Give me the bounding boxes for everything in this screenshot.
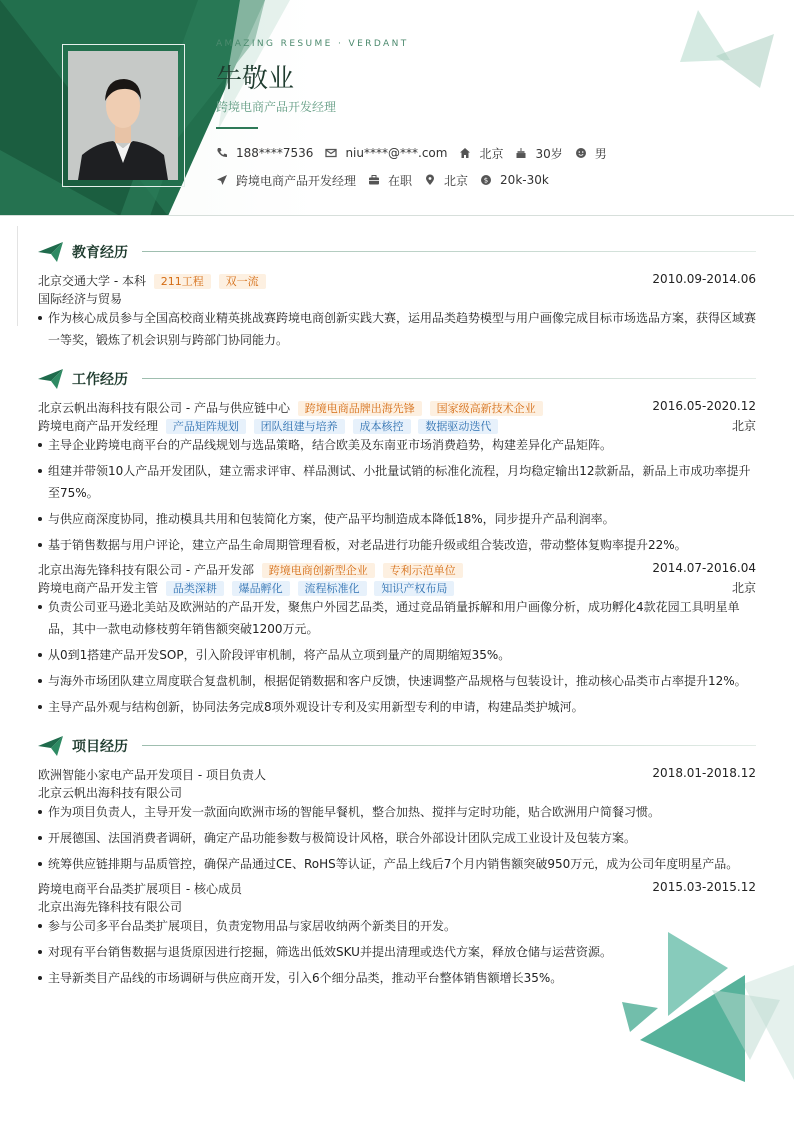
email-text: niu****@***.com: [345, 146, 448, 160]
gender-icon: [575, 147, 587, 159]
job-company-row: [38, 561, 756, 578]
job-bullet: 主导企业跨境电商平台的产品线规划与选品策略，结合欧美及东南亚市场消费趋势，构建差异化产品矩阵。: [38, 434, 760, 456]
job-date: 2014.07-2016.04: [652, 561, 756, 575]
city-item: [459, 145, 503, 162]
name-underline: [216, 127, 258, 129]
skill-tag: 爆品孵化: [232, 581, 290, 596]
company-tag: 跨境电商创新型企业: [262, 563, 375, 578]
job-bullet: 与供应商深度协同，推动模具共用和包装简化方案，使产品平均制造成本降低18%，同步提升产品利润率。: [38, 508, 760, 530]
money-icon: [480, 174, 492, 186]
section-divider: [142, 251, 756, 252]
project-company: 北京云帆出海科技有限公司: [38, 786, 183, 800]
svg-text:$: $: [483, 176, 489, 185]
header-divider: [0, 215, 794, 216]
job-bullet: 负责公司亚马逊北美站及欧洲站的产品开发，聚焦户外园艺品类，通过竞品销量拆解和用户画像分析，成功孵化4款花园工具明星单品，其中一款电动修枝剪年销售额突破1200万元。: [38, 596, 760, 640]
intent-city-item: [424, 172, 468, 189]
work-title: 工作经历: [72, 372, 128, 388]
project-name: 欧洲智能小家电产品开发项目 - 项目负责人: [38, 768, 266, 782]
project-company: 北京出海先锋科技有限公司: [38, 900, 183, 914]
project-name: 跨境电商平台品类扩展项目 - 核心成员: [38, 882, 242, 896]
job-position-row: [38, 417, 756, 434]
status-text: 在职: [388, 173, 413, 188]
company-tag: 跨境电商品牌出海先锋: [298, 401, 422, 416]
header-subtitle: AMAZING RESUME · VERDANT: [216, 39, 409, 49]
skill-tag: 知识产权布局: [374, 581, 454, 596]
left-margin-line: [17, 226, 18, 326]
section-icon: [38, 242, 64, 262]
project-bullet: 参与公司多平台品类扩展项目，负责宠物用品与家居收纳两个新类目的开发。: [38, 915, 760, 937]
footer-decoration: [600, 920, 794, 1090]
job-position: 跨境电商产品开发主管: [38, 581, 159, 595]
project-company-row: [38, 898, 756, 915]
education-date: 2010.09-2014.06: [652, 272, 756, 286]
company-name: 北京出海先锋科技有限公司 - 产品开发部: [38, 563, 254, 577]
email-item: [325, 146, 447, 160]
job-date: 2016.05-2020.12: [652, 399, 756, 413]
skill-tag: 数据驱动迭代: [418, 419, 498, 434]
school-name: 北京交通大学 - 本科: [38, 274, 146, 288]
phone-text: 188****7536: [236, 146, 314, 160]
section-icon: [38, 736, 64, 756]
briefcase-icon: [368, 174, 380, 186]
project-bullet: 统筹供应链排期与品质管控，确保产品通过CE、RoHS等认证，产品上线后7个月内销售额突破950万元，成为公司年度明星产品。: [38, 853, 760, 875]
major-row: [38, 290, 756, 307]
major-text: 国际经济与贸易: [38, 292, 123, 306]
phone-item: [216, 146, 313, 160]
education-title: 教育经历: [72, 245, 128, 261]
job-bullet: 与海外市场团队建立周度联合复盘机制，根据促销数据和客户反馈，快速调整产品规格与包装设计，推动核心品类市占率提升12%。: [38, 670, 760, 692]
intent-row: [216, 171, 561, 189]
job-location: 北京: [731, 419, 756, 433]
gender-item: [575, 145, 607, 162]
resume-header: [0, 0, 794, 216]
salary-item: [480, 173, 549, 187]
home-icon: [459, 147, 471, 159]
city-text: 北京: [479, 146, 504, 161]
company-name: 北京云帆出海科技有限公司 - 产品与供应链中心: [38, 401, 290, 415]
job-title: 跨境电商产品开发经理: [216, 100, 337, 114]
skill-tag: 流程标准化: [298, 581, 367, 596]
skill-tag: 成本核控: [353, 419, 411, 434]
project-title: 项目经历: [72, 739, 128, 755]
education-section-header: [38, 241, 756, 263]
cake-icon: [515, 147, 527, 159]
status-item: [368, 172, 412, 189]
school-tag: 211工程: [154, 274, 211, 289]
job-location: 北京: [731, 581, 756, 595]
job-bullet: 从0到1搭建产品开发SOP，引入阶段评审机制，将产品从立项到量产的周期缩短35%。: [38, 644, 760, 666]
intent-job-item: [216, 172, 356, 189]
phone-icon: [216, 147, 228, 159]
contact-row: [216, 144, 619, 162]
skill-tag: 品类深耕: [166, 581, 224, 596]
gender-text: 男: [594, 146, 607, 161]
age-text: 30岁: [535, 146, 563, 161]
mail-icon: [325, 147, 337, 159]
project-date: 2015.03-2015.12: [652, 880, 756, 894]
section-icon: [38, 369, 64, 389]
project-section-header: [38, 735, 756, 757]
job-bullet: 主导产品外观与结构创新，协同法务完成8项外观设计专利及实用新型专利的申请，构建品类护城河。: [38, 696, 760, 718]
profile-photo: [68, 51, 178, 180]
section-divider: [142, 745, 756, 746]
skill-tag: 产品矩阵规划: [166, 419, 246, 434]
project-bullet: 作为项目负责人，主导开发一款面向欧洲市场的智能早餐机，整合加热、搅拌与定时功能，贴合欧洲用户简餐习惯。: [38, 801, 760, 823]
send-icon: [216, 174, 228, 186]
project-bullet: 主导新类目产品线的市场调研与供应商开发，引入6个细分品类，推动平台整体销售额增长35%。: [38, 967, 760, 989]
company-tag: 专利示范单位: [383, 563, 463, 578]
skill-tag: 团队组建与培养: [254, 419, 345, 434]
job-bullet: 组建并带领10人产品开发团队，建立需求评审、样品测试、小批量试销的标准化流程，月均稳定输出12款新品，新品上市成功率提升至75%。: [38, 460, 760, 504]
job-position-row: [38, 579, 756, 596]
intent-job-text: 跨境电商产品开发经理: [236, 173, 357, 188]
section-divider: [142, 378, 756, 379]
intent-city-text: 北京: [444, 173, 469, 188]
project-company-row: [38, 784, 756, 801]
company-tag: 国家级高新技术企业: [430, 401, 543, 416]
age-item: [515, 145, 562, 162]
location-icon: [424, 174, 436, 186]
project-name-row: [38, 766, 756, 783]
job-bullet: 基于销售数据与用户评论，建立产品生命周期管理看板，对老品进行功能升级或组合装改造，带动整体复购率提升22%。: [38, 534, 760, 556]
job-position: 跨境电商产品开发经理: [38, 419, 159, 433]
education-school-row: [38, 272, 756, 289]
project-name-row: [38, 880, 756, 897]
project-bullet: 开展德国、法国消费者调研，确定产品功能参数与极简设计风格，联合外部设计团队完成工业设计及包装方案。: [38, 827, 760, 849]
candidate-name: 牛敬业: [216, 64, 295, 94]
education-bullet: 作为核心成员参与全国高校商业精英挑战赛跨境电商创新实践大赛，运用品类趋势模型与用户画像完成目标市场选品方案，获得区域赛一等奖，锻炼了机会识别与跨部门协同能力。: [38, 307, 760, 351]
school-tag: 双一流: [219, 274, 266, 289]
project-bullet: 对现有平台销售数据与退货原因进行挖掘，筛选出低效SKU并提出清理或迭代方案，释放仓储与运营资源。: [38, 941, 760, 963]
job-company-row: [38, 399, 756, 416]
salary-text: 20k-30k: [500, 173, 549, 187]
work-section-header: [38, 368, 756, 390]
project-date: 2018.01-2018.12: [652, 766, 756, 780]
